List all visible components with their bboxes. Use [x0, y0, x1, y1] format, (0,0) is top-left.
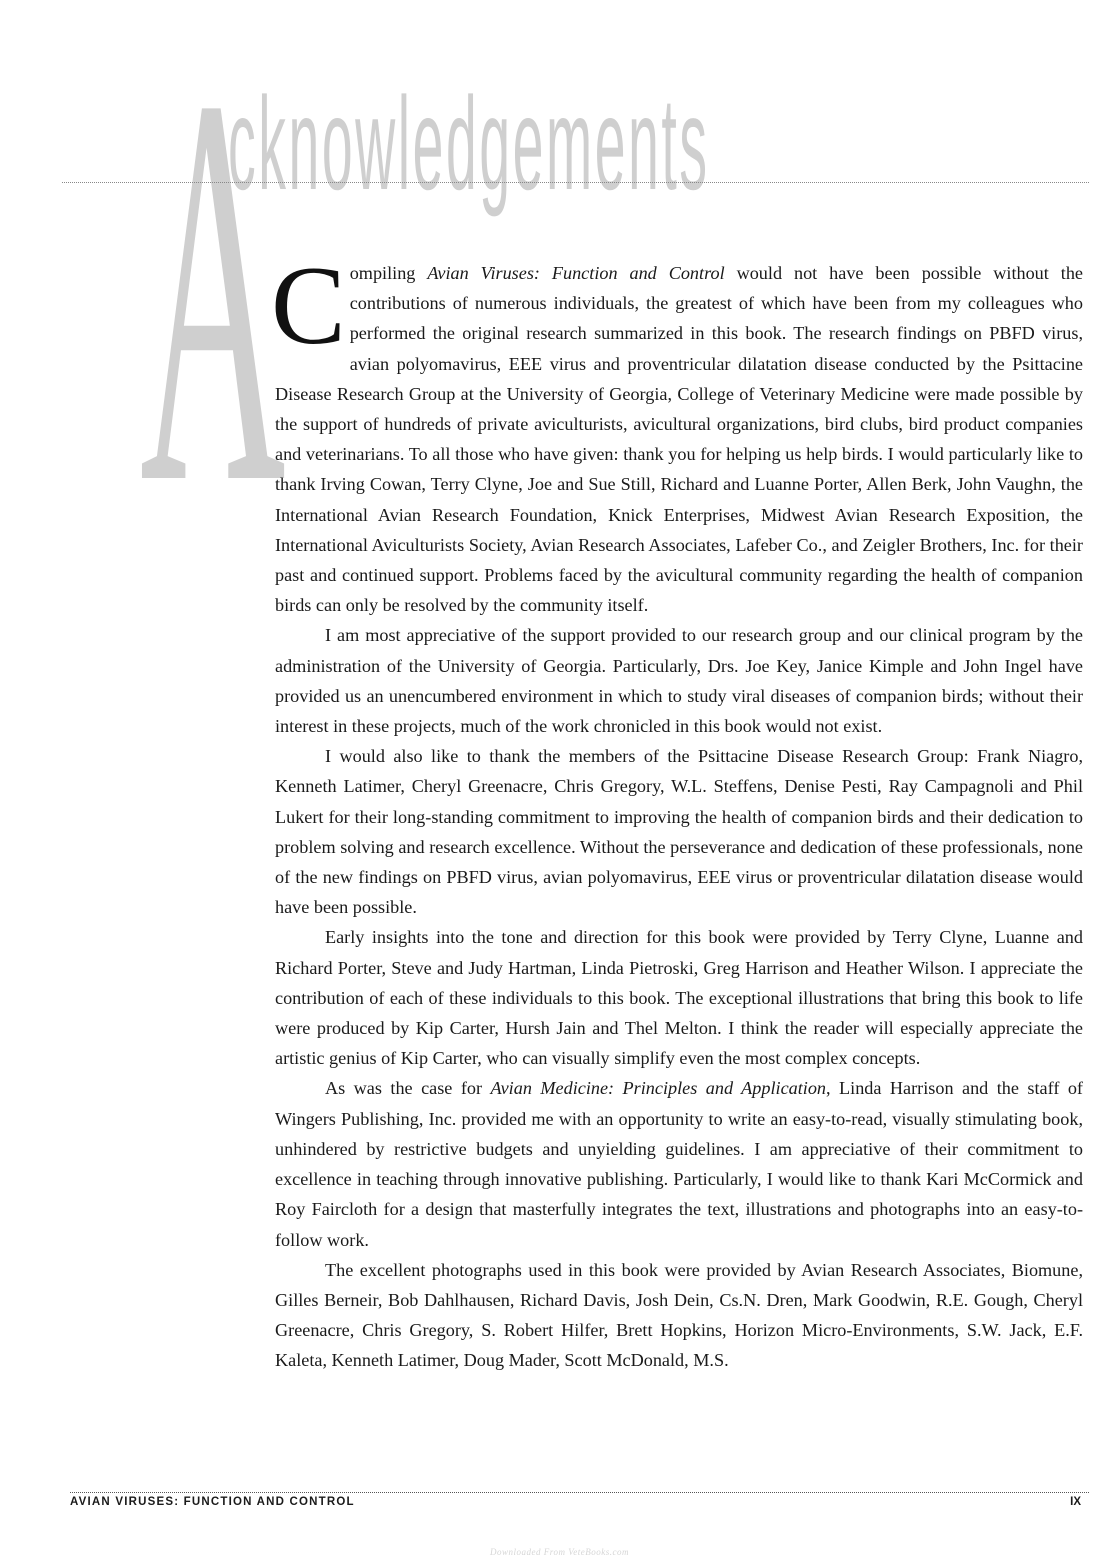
footer-divider	[70, 1492, 1089, 1493]
paragraph-5	[275, 1073, 1083, 1254]
drop-cap: C	[271, 244, 346, 368]
page-title: cknowledgements	[228, 70, 710, 217]
download-watermark: Downloaded From VeteBooks.com	[490, 1547, 629, 1557]
paragraph-5-rest: , Linda Harrison and the staff of Wingers Publishing, Inc. provided me with an opportunity to write an easy-to-read, visually stimulating book, unhindered by restrictive budgets and unyielding guidelines. I am appreciative of their commitment to excellence in teaching through innovative publishing. Particularly, I would like to thank Kari McCormick and Roy Faircloth for a design that masterfully integrates the text, illustrations and photographs into an easy-to-follow work.	[275, 1078, 1083, 1250]
paragraph-3: I would also like to thank the members of the Psittacine Disease Research Group: Frank Niagro, Kenneth Latimer, Cheryl Greenacre, Chris Gregory, W.L. Steffens, Denise Pesti, Ray Campagnoli and Phil Lukert for their long-standing commitment to improving the health of companion birds and their dedication to problem solving and research excellence. Without the perseverance and dedication of these professionals, none of the new findings on PBFD virus, avian polyomavirus, EEE virus or proventricular dilatation disease would have been possible.	[275, 746, 1083, 918]
paragraph-5-start: As was the case for	[325, 1078, 491, 1099]
book-title-italic: Avian Viruses: Function and Control	[427, 263, 725, 283]
paragraph-4: Early insights into the tone and direction for this book were provided by Terry Clyne, Luanne and Richard Porter, Steve and Judy Hartman, Linda Pietroski, Greg Harrison and Heather Wilson. I appreciate the contribution of each of these individuals to this book. The exceptional illustrations that bring this book to life were produced by Kip Carter, Hursh Jain and Thel Melton. I think the reader will especially appreciate the artistic genius of Kip Carter, who can visually simplify even the most complex concepts.	[275, 927, 1083, 1069]
book-title-italic-2: Avian Medicine: Principles and Application	[490, 1078, 827, 1099]
paragraph-1-rest: would not have been possible without the contributions of numerous individuals, the greatest of which have been from my colleagues who performed the original research summarized in this book. The research findings on PBFD virus, avian polyomavirus, EEE virus and proventricular dilatation disease conducted by the Psittacine Disease Research Group at the University of Georgia, College of Veterinary Medicine were made possible by the support of hundreds of private aviculturists, avicultural organizations, bird clubs, bird product companies and veterinarians. To all those who have given: thank you for helping us help birds. I would particularly like to thank Irving Cowan, Terry Clyne, Joe and Sue Still, Richard and Luanne Porter, Allen Berk, John Vaughn, the International Avian Research Foundation, Knick Enterprises, Midwest Avian Research Exposition, the International Aviculturists Society, Avian Research Associates, Lafeber Co., and Zeigler Brothers, Inc. for their past and continued support. Problems faced by the avicultural community regarding the health of companion birds can only be resolved by the community itself.	[275, 263, 1083, 616]
paragraph-1-start: ompiling	[349, 263, 428, 283]
paragraph-1	[271, 244, 1083, 620]
acknowledgements-body	[271, 244, 1083, 1376]
paragraph-2: I am most appreciative of the support provided to our research group and our clinical program by the administration of the University of Georgia. Particularly, Drs. Joe Key, Janice Kimple and John Ingel have provided us an unencumbered environment in which to study viral diseases of companion birds; without their interest in these projects, much of the work chronicled in this book would not exist.	[275, 625, 1083, 737]
heading-initial: A	[140, 0, 286, 600]
paragraph-6: The excellent photographs used in this book were provided by Avian Research Associates, Biomune, Gilles Berneir, Bob Dahlhausen, Richard Davis, Josh Dein, Cs.N. Dren, Mark Goodwin, R.E. Gough, Cheryl Greenacre, Chris Gregory, S. Robert Hilfer, Brett Hopkins, Horizon Micro-Environments, S.W. Jack, E.F. Kaleta, Kenneth Latimer, Doug Mader, Scott McDonald, M.S.	[275, 1259, 1083, 1371]
page-number: IX	[1070, 1496, 1081, 1508]
running-footer-title: AVIAN VIRUSES: FUNCTION AND CONTROL	[70, 1496, 355, 1508]
top-divider	[62, 182, 1089, 183]
